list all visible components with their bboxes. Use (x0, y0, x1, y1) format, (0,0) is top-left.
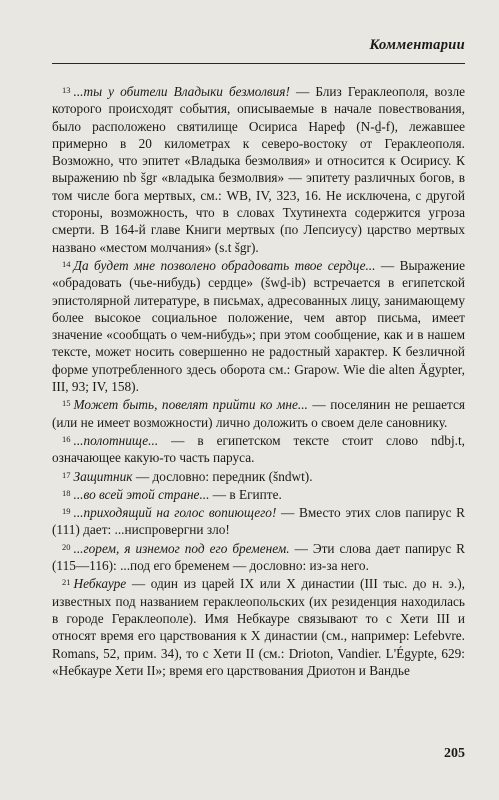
note-lemma: Может быть, повелят прийти ко мне... (73, 397, 308, 413)
running-header: Комментарии (369, 37, 465, 53)
note-text: — Эти слова дает папирус R (115—116): ...под его бременем — дословно: из-за него. (52, 540, 465, 574)
note-lemma: ...ты у обители Владыки безмолвия! (73, 84, 290, 99)
note-number: 15 (62, 398, 71, 409)
note-lemma: Да будет мне позволено обрадовать твое сердце... (73, 257, 376, 273)
note-lemma: Защитник (73, 468, 133, 484)
note-lemma: ...приходящий на голос вопиющего! (73, 505, 277, 521)
note-15 (52, 395, 465, 431)
note-number: 17 (62, 469, 71, 480)
note-number: 13 (62, 85, 71, 95)
note-text: — поселянин не решается (или не имеет возможности) лично доложить о своем деле сановнику. (52, 397, 466, 430)
commentary-notes (52, 82, 465, 679)
note-14 (52, 256, 465, 395)
note-text: — Выражение «обрадовать (чье-нибудь) сердце» (šwḏ-ib) встречается в египетской эпистолярной литературе, в письмах, адресованных лицу, занимающему более высокое социальное положение, чем автор письма, имеет значение «сообщать о чем-нибудь»; при этом сообщение, как и в нашем тексте, может носить совершенно не радостный характер. К безличной форме употребленного здесь оборота см.: Grapow. Wie die alten Ägypter, III, 93; IV, 158). (52, 257, 465, 395)
note-19 (52, 503, 465, 539)
note-number: 16 (62, 433, 71, 444)
note-lemma: ...горем, я изнемог под его бременем. (73, 540, 290, 556)
note-number: 19 (62, 506, 71, 517)
note-13 (52, 82, 465, 256)
note-lemma: Небкауре (73, 576, 127, 592)
note-lemma: ...во всей этой стране... (73, 486, 210, 502)
note-21 (52, 574, 465, 679)
note-number: 18 (62, 487, 71, 498)
note-16 (52, 431, 465, 467)
note-20 (52, 539, 465, 575)
page-number: 205 (444, 746, 465, 761)
note-number: 20 (62, 541, 71, 552)
note-text: — в египетском тексте стоит слово ndbj.t, означающее какую-то часть паруса. (52, 432, 465, 466)
note-18 (52, 485, 465, 503)
note-text: — Вместо этих слов папирус R (111) дает: ...ниспровергни зло! (52, 505, 465, 538)
note-17 (52, 467, 465, 485)
note-text: — один из царей IX или X династии (III тыс. до н. э.), известных под названием гераклеопольских (их резиденция находилась в городе Гераклеополе). Имя Небкауре связывают то с Хети III и относят время его царствования к X династии (см., например: Lefebvre. Romans, 52, прим. 34), то с Хети II (см.: Drioton, Vandier. L'Égypte, 629: «Небкауре Хети II»; время его царствования Дриотон и Вандье (52, 576, 465, 678)
header-rule (52, 63, 465, 64)
note-text: — в Египте. (209, 486, 282, 502)
note-text: — Близ Гераклеополя, возле которого происходят события, описываемые в начале повествования, было расположено святилище Осириса Нареф (N-ḏ-f), лежавшее примерно в 20 километрах к северо-востоку от Гераклеополя. Возможно, что эпитет «Владыка безмолвия» и относится к Осирису. К выражению nb šgr «владыка безмолвия» — эпитету различных богов, в том числе бога мертвых, см.: WB, IV, 323, 16. Не исключена, с другой стороны, возможность, что в словах Тхутинехта содержится угроза смерти. В 164-й главе Книги мертвых (по Лепсиусу) царство мертвых названо «местом молчания» (s.t šgr). (52, 84, 465, 255)
note-number: 14 (62, 258, 71, 269)
note-number: 21 (62, 577, 71, 588)
note-text: — дословно: передник (šndwt). (132, 468, 313, 484)
note-lemma: ...полотнище... (73, 432, 159, 448)
